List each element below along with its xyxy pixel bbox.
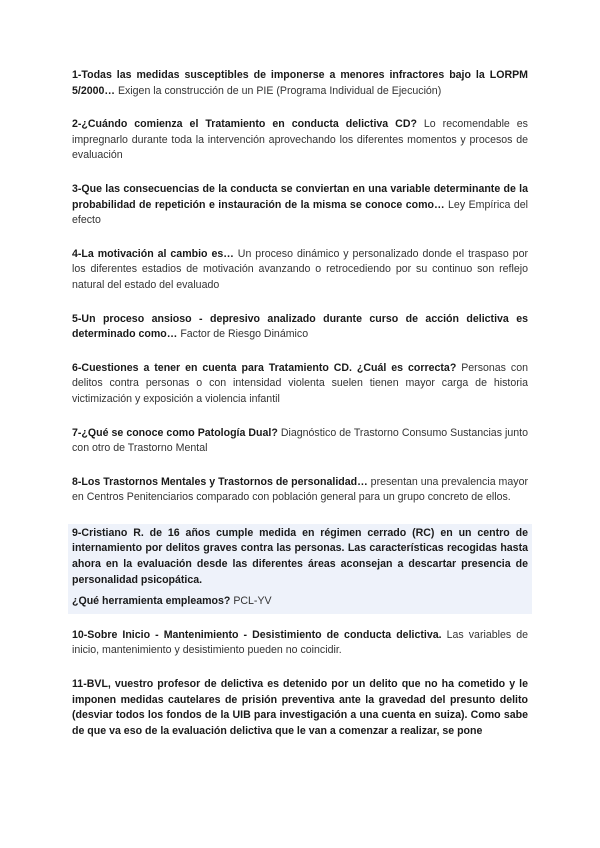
question-text: 7-¿Qué se conoce como Patología Dual? xyxy=(72,426,278,439)
question-text: ¿Qué herramienta empleamos? xyxy=(72,595,231,608)
question-item xyxy=(72,475,528,506)
question-text: 6-Cuestiones a tener en cuenta para Tratamiento CD. ¿Cuál es correcta? xyxy=(72,361,457,374)
question-text: 9-Cristiano R. de 16 años cumple medida en régimen cerrado (RC) en un centro de internamiento por delitos graves contra las personas. Las características recogidas hasta ahora en la evaluación desde las diferentes áreas aconsejan a descartar presencia de personalidad psicopática. xyxy=(72,526,528,586)
answer-text: presentan una prevalencia mayor en Centros Penitenciarios comparado con población general para un grupo concreto de ellos. xyxy=(72,475,528,504)
question-text: 8-Los Trastornos Mentales y Trastornos de personalidad… xyxy=(72,475,368,488)
answer-text: Exigen la construcción de un PIE (Programa Individual de Ejecución) xyxy=(115,84,442,97)
question-item xyxy=(72,426,528,457)
question-text: 5-Un proceso ansioso - depresivo analizado durante curso de acción delictiva es determinado como… xyxy=(72,312,528,341)
question-text: 1-Todas las medidas susceptibles de imponerse a menores infractores bajo la LORPM 5/2000… xyxy=(72,69,528,97)
question-item xyxy=(72,117,528,164)
answer-text: Factor de Riesgo Dinámico xyxy=(177,328,309,341)
question-text: 11-BVL, vuestro profesor de delictiva es detenido por un delito que no ha cometido y le imponen medidas cautelares de prisión preventiva ante la gravedad del presunto delito (desviar todos los fondos de la UIB para investigación a una cuenta en suiza). Como sabe de que va eso de la evaluación delictiva que le van a comenzar a realizar, se pone xyxy=(72,678,528,737)
answer-text: Las variables de inicio, mantenimiento y desistimiento pueden no coincidir. xyxy=(72,628,528,657)
answer-text: Un proceso dinámico y personalizado donde el traspaso por los diferentes estadios de motivación avanzando o retrocediendo por su continuo son reflejo natural del estado del evaluado xyxy=(72,247,528,291)
question-item xyxy=(72,594,528,610)
question-text: 10-Sobre Inicio - Mantenimiento - Desistimiento de conducta delictiva. xyxy=(72,628,442,641)
question-text: 3-Que las consecuencias de la conducta se conviertan en una variable determinante de la probabilidad de repetición e instauración de la misma se conoce como… xyxy=(72,182,528,211)
answer-text: Lo recomendable es impregnarlo durante toda la intervención aprovechando los diferentes momentos y procesos de evaluación xyxy=(72,118,528,162)
highlighted-question-block xyxy=(68,524,532,614)
question-item xyxy=(72,526,528,588)
question-item xyxy=(72,182,528,229)
question-item xyxy=(72,677,528,739)
question-item xyxy=(72,247,528,294)
answer-text: Personas con delitos contra personas o con intensidad violenta suelen tienen mayor carga de historia victimización y exposición a violencia infantil xyxy=(72,361,528,405)
question-item xyxy=(72,628,528,659)
answer-text: PCL-YV xyxy=(230,595,272,608)
answer-text: Ley Empírica del efecto xyxy=(72,198,528,227)
question-item xyxy=(72,312,528,343)
question-item xyxy=(72,68,528,99)
answer-text: Diagnóstico de Trastorno Consumo Sustancias junto con otro de Trastorno Mental xyxy=(72,426,528,455)
question-item xyxy=(72,361,528,408)
question-text: 4-La motivación al cambio es… xyxy=(72,247,234,260)
question-text: 2-¿Cuándo comienza el Tratamiento en conducta delictiva CD? xyxy=(72,118,417,131)
